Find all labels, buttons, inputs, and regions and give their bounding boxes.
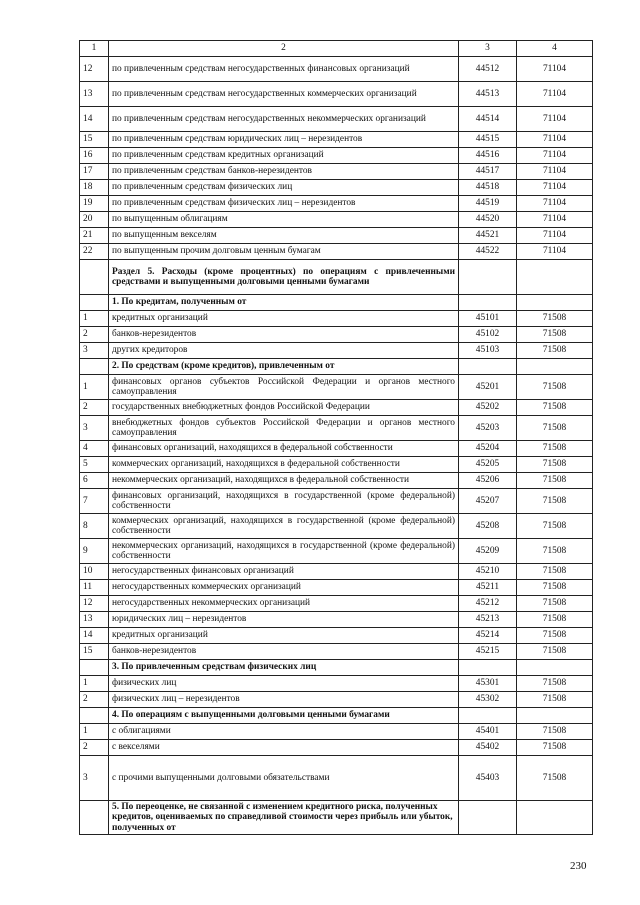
row-account-code: 45103 [459,343,517,359]
row-description: с прочими выпущенными долговыми обязательствами [109,756,459,801]
row-number [80,359,109,375]
row-account-code [459,359,517,375]
row-description: по выпущенным прочим долговым ценным бумагам [109,244,459,260]
table-row [80,756,593,801]
row-number: 13 [80,612,109,628]
row-number: 14 [80,628,109,644]
row-number: 4 [80,441,109,457]
row-account-code: 45204 [459,441,517,457]
row-symbol-code: 71508 [517,441,593,457]
table-row [80,132,593,148]
table-row [80,244,593,260]
row-number: 3 [80,416,109,441]
row-number [80,260,109,295]
row-account-code [459,260,517,295]
row-account-code [459,708,517,724]
row-account-code: 44519 [459,196,517,212]
row-symbol-code: 71508 [517,539,593,564]
table-row [80,441,593,457]
row-symbol-code: 71508 [517,473,593,489]
row-number: 3 [80,756,109,801]
table-row [80,311,593,327]
row-account-code: 44518 [459,180,517,196]
row-account-code: 44513 [459,82,517,107]
row-number: 1 [80,676,109,692]
row-symbol-code: 71508 [517,343,593,359]
table-row [80,692,593,708]
row-description: по привлеченным средствам негосударственных некоммерческих организаций [109,107,459,132]
row-number: 12 [80,57,109,82]
row-number: 21 [80,228,109,244]
row-description: 2. По средствам (кроме кредитов), привлеченным от [109,359,459,375]
table-row [80,628,593,644]
row-number: 22 [80,244,109,260]
row-description: некоммерческих организаций, находящихся в государственной (кроме федеральной) собственности [109,539,459,564]
row-account-code: 45207 [459,489,517,514]
row-number [80,801,109,835]
row-description: 3. По привлеченным средствам физических лиц [109,660,459,676]
row-account-code: 44522 [459,244,517,260]
row-number [80,660,109,676]
row-number [80,708,109,724]
row-number [80,295,109,311]
row-number: 15 [80,132,109,148]
row-symbol-code: 71508 [517,311,593,327]
row-account-code: 45211 [459,580,517,596]
row-account-code: 45302 [459,692,517,708]
row-symbol-code: 71508 [517,724,593,740]
row-number: 5 [80,457,109,473]
row-description: негосударственных финансовых организаций [109,564,459,580]
row-account-code: 44515 [459,132,517,148]
row-description: банков-нерезидентов [109,644,459,660]
table-row [80,740,593,756]
row-number: 8 [80,514,109,539]
row-number: 14 [80,107,109,132]
row-number: 20 [80,212,109,228]
row-symbol-code: 71508 [517,756,593,801]
table-row [80,676,593,692]
row-number: 10 [80,564,109,580]
table-row [80,644,593,660]
table-row [80,82,593,107]
row-number: 3 [80,343,109,359]
row-symbol-code: 71508 [517,676,593,692]
row-number: 1 [80,375,109,400]
row-description: юридических лиц – нерезидентов [109,612,459,628]
row-symbol-code: 71104 [517,148,593,164]
row-description: негосударственных некоммерческих организаций [109,596,459,612]
row-symbol-code: 71508 [517,740,593,756]
row-symbol-code [517,295,593,311]
row-symbol-code: 71508 [517,400,593,416]
row-number: 7 [80,489,109,514]
row-description: финансовых организаций, находящихся в федеральной собственности [109,441,459,457]
table-row [80,375,593,400]
row-account-code: 45205 [459,457,517,473]
row-symbol-code: 71508 [517,580,593,596]
row-description: банков-нерезидентов [109,327,459,343]
table-row [80,724,593,740]
row-account-code: 45206 [459,473,517,489]
row-account-code: 45202 [459,400,517,416]
header-cell-3: 3 [459,41,517,57]
table-row [80,514,593,539]
section-heading-row [80,708,593,724]
table-row [80,416,593,441]
row-description: по выпущенным облигациям [109,212,459,228]
table-row [80,180,593,196]
row-account-code: 45214 [459,628,517,644]
row-symbol-code: 71104 [517,82,593,107]
table-row [80,400,593,416]
row-description: 4. По операциям с выпущенными долговыми ценными бумагами [109,708,459,724]
row-number: 2 [80,740,109,756]
row-description: кредитных организаций [109,628,459,644]
row-symbol-code [517,708,593,724]
table-row [80,457,593,473]
page-number: 230 [570,860,587,872]
row-account-code [459,295,517,311]
table-row [80,327,593,343]
row-symbol-code [517,359,593,375]
row-description: с облигациями [109,724,459,740]
table-row [80,343,593,359]
row-symbol-code: 71508 [517,628,593,644]
row-description: 5. По переоценке, не связанной с изменением кредитного риска, полученных кредитов, оцениваемых по справедливой стоимости через прибыль или убыток, полученных от [109,801,459,835]
row-symbol-code: 71508 [517,644,593,660]
row-description: с векселями [109,740,459,756]
row-number: 19 [80,196,109,212]
row-number: 2 [80,327,109,343]
table-row [80,107,593,132]
row-number: 12 [80,596,109,612]
row-account-code: 44521 [459,228,517,244]
row-account-code: 44512 [459,57,517,82]
row-symbol-code: 71508 [517,514,593,539]
row-account-code: 45201 [459,375,517,400]
row-symbol-code: 71508 [517,375,593,400]
row-account-code: 45102 [459,327,517,343]
row-account-code: 45401 [459,724,517,740]
row-account-code: 45301 [459,676,517,692]
row-account-code: 45209 [459,539,517,564]
row-description: по привлеченным средствам физических лиц [109,180,459,196]
section-heading-row [80,260,593,295]
row-symbol-code: 71104 [517,132,593,148]
row-account-code: 44516 [459,148,517,164]
table-row [80,164,593,180]
row-symbol-code [517,260,593,295]
row-number: 1 [80,311,109,327]
header-cell-4: 4 [517,41,593,57]
table-row [80,57,593,82]
table-row [80,489,593,514]
row-number: 6 [80,473,109,489]
row-number: 2 [80,692,109,708]
row-symbol-code [517,660,593,676]
row-description: физических лиц [109,676,459,692]
row-description: Раздел 5. Расходы (кроме процентных) по операциям с привлеченными средствами и выпущенными долговыми ценными бумагами [109,260,459,295]
row-symbol-code: 71508 [517,327,593,343]
row-symbol-code: 71104 [517,228,593,244]
row-account-code: 45213 [459,612,517,628]
row-account-code: 45101 [459,311,517,327]
row-description: по привлеченным средствам негосударственных коммерческих организаций [109,82,459,107]
row-description: по привлеченным средствам негосударственных финансовых организаций [109,57,459,82]
table-row [80,596,593,612]
table-row [80,196,593,212]
row-number: 13 [80,82,109,107]
row-symbol-code: 71104 [517,164,593,180]
row-description: коммерческих организаций, находящихся в федеральной собственности [109,457,459,473]
row-number: 17 [80,164,109,180]
row-description: финансовых организаций, находящихся в государственной (кроме федеральной) собственности [109,489,459,514]
section-heading-row [80,801,593,835]
row-description: внебюджетных фондов субъектов Российской Федерации и органов местного самоуправления [109,416,459,441]
row-description: негосударственных коммерческих организаций [109,580,459,596]
row-number: 9 [80,539,109,564]
row-description: кредитных организаций [109,311,459,327]
row-symbol-code: 71508 [517,692,593,708]
row-symbol-code: 71508 [517,416,593,441]
header-cell-2: 2 [109,41,459,57]
row-number: 1 [80,724,109,740]
row-account-code: 45215 [459,644,517,660]
row-description: по привлеченным средствам банков-нерезидентов [109,164,459,180]
row-account-code [459,660,517,676]
row-account-code: 45208 [459,514,517,539]
row-description: по привлеченным средствам юридических лиц – нерезидентов [109,132,459,148]
row-account-code: 45212 [459,596,517,612]
section-heading-row [80,359,593,375]
row-description: по привлеченным средствам физических лиц – нерезидентов [109,196,459,212]
row-symbol-code: 71104 [517,180,593,196]
row-number: 2 [80,400,109,416]
row-description: финансовых органов субъектов Российской Федерации и органов местного самоуправления [109,375,459,400]
document-table [79,40,593,835]
table-row [80,473,593,489]
row-number: 18 [80,180,109,196]
section-heading-row [80,295,593,311]
row-symbol-code: 71104 [517,244,593,260]
row-description: других кредиторов [109,343,459,359]
row-symbol-code: 71104 [517,57,593,82]
row-description: по привлеченным средствам кредитных организаций [109,148,459,164]
row-account-code [459,801,517,835]
table-row [80,564,593,580]
row-symbol-code: 71104 [517,196,593,212]
row-symbol-code: 71508 [517,564,593,580]
row-description: физических лиц – нерезидентов [109,692,459,708]
row-symbol-code: 71508 [517,612,593,628]
row-description: по выпущенным векселям [109,228,459,244]
row-symbol-code: 71508 [517,489,593,514]
row-account-code: 45203 [459,416,517,441]
row-account-code: 45403 [459,756,517,801]
row-account-code: 45402 [459,740,517,756]
row-number: 16 [80,148,109,164]
table-row [80,228,593,244]
table-row [80,539,593,564]
row-description: коммерческих организаций, находящихся в государственной (кроме федеральной) собственности [109,514,459,539]
table-header-row [80,41,593,57]
table-row [80,212,593,228]
row-account-code: 44517 [459,164,517,180]
row-account-code: 45210 [459,564,517,580]
row-symbol-code: 71104 [517,212,593,228]
row-account-code: 44514 [459,107,517,132]
row-symbol-code: 71508 [517,457,593,473]
section-heading-row [80,660,593,676]
table-row [80,148,593,164]
row-symbol-code [517,801,593,835]
row-description: государственных внебюджетных фондов Российской Федерации [109,400,459,416]
table-row [80,612,593,628]
row-symbol-code: 71508 [517,596,593,612]
header-cell-1: 1 [80,41,109,57]
row-account-code: 44520 [459,212,517,228]
row-symbol-code: 71104 [517,107,593,132]
row-number: 11 [80,580,109,596]
table-row [80,580,593,596]
row-description: некоммерческих организаций, находящихся в федеральной собственности [109,473,459,489]
row-description: 1. По кредитам, полученным от [109,295,459,311]
row-number: 15 [80,644,109,660]
